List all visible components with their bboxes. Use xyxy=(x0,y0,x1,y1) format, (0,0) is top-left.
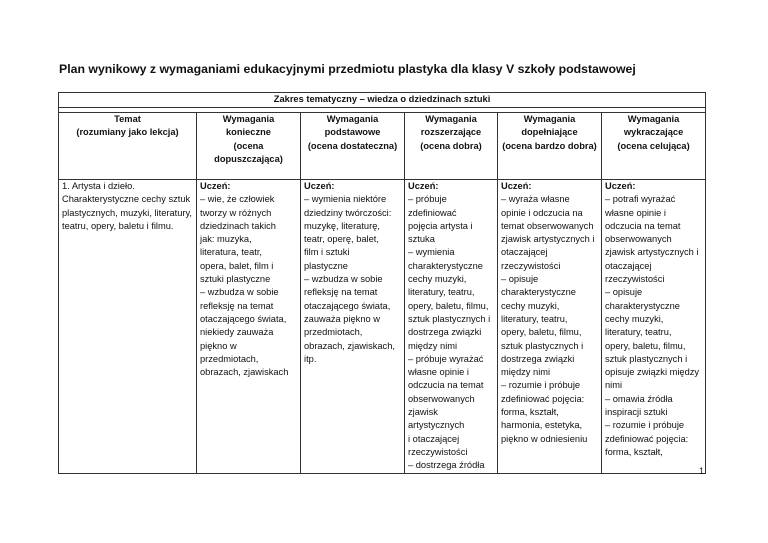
text-line: między nimi xyxy=(501,367,551,378)
text-line: zjawisk artystycznych i xyxy=(501,234,595,245)
text-line: charakterystyczne xyxy=(408,260,483,271)
text-line: pojęcia artysta i xyxy=(408,220,473,231)
text-line: i otaczającej xyxy=(408,433,460,444)
text-line: forma, kształt, xyxy=(501,407,559,418)
text-line: własne opinie i xyxy=(408,367,469,378)
header-line: (ocena bardzo dobra) xyxy=(502,140,597,151)
header-line: (ocena dostateczna) xyxy=(307,140,398,151)
header-cell-dopelniajace xyxy=(498,113,602,180)
header-line: Wymagania xyxy=(222,114,275,124)
text-line: – próbuje zdefiniować xyxy=(408,194,457,218)
text-line: otaczającej xyxy=(501,247,548,258)
text-line: literatura, teatr, xyxy=(200,247,263,258)
text-line: teatru, opery, baletu i filmu. xyxy=(62,220,174,231)
text-line: opery, baletu, filmu, xyxy=(501,327,582,338)
uczen-label: Uczeń: xyxy=(304,181,335,191)
text-line: piękno w xyxy=(200,340,237,351)
text-line: opinie i odczucia na xyxy=(501,207,583,218)
uczen-label: Uczeń: xyxy=(501,181,532,191)
header-line: (ocena dobra) xyxy=(420,140,482,151)
text-line: – dostrzega źródła xyxy=(408,460,485,471)
text-line: przedmiotach, xyxy=(304,327,363,338)
text-line: sztuk plastycznych i xyxy=(408,313,491,324)
header-cell-rozszerzajace xyxy=(405,113,498,180)
text-line: cechy muzyki, xyxy=(605,313,664,324)
text-line: – potrafi wyrażać xyxy=(605,194,676,205)
header-line: rozszerzające xyxy=(420,127,482,138)
text-line: literatury, teatru, xyxy=(408,287,475,298)
text-line: – wymienia xyxy=(408,247,455,258)
text-line: cechy muzyki, xyxy=(408,274,467,285)
text-line: własne opinie i xyxy=(605,207,666,218)
text-line: dostrzega związki xyxy=(408,327,482,338)
text-line: – wzbudza w sobie xyxy=(304,274,383,285)
uczen-label: Uczeń: xyxy=(605,181,636,191)
text-line: obrazach, zjawiskach, xyxy=(304,340,395,351)
text-line: – wie, że człowiek xyxy=(200,194,275,205)
text-line: przedmiotach, xyxy=(200,353,259,364)
text-line: opery, baletu, filmu, xyxy=(605,340,686,351)
header-line: Temat xyxy=(114,114,141,124)
text-line: teatr, operę, balet, xyxy=(304,234,379,245)
text-line: sztuka xyxy=(408,234,435,245)
text-line: sztuki plastyczne xyxy=(200,274,271,285)
cell-rozszerzajace xyxy=(405,180,498,474)
text-line: piękno w odniesieniu xyxy=(501,433,588,444)
requirements-table xyxy=(58,92,706,474)
text-line: zjawisk artystycznych i xyxy=(605,247,699,258)
header-line: Wymagania xyxy=(627,114,680,124)
text-line: rzeczywistości xyxy=(408,446,468,457)
text-line: literatury, teatru, xyxy=(501,313,568,324)
header-line: (ocena celująca) xyxy=(617,140,690,151)
text-line: sztuk plastycznych i xyxy=(605,353,688,364)
header-line: dopuszczająca) xyxy=(214,153,283,164)
text-line: plastycznych, muzyki, literatury, xyxy=(62,207,193,218)
uczen-label: Uczeń: xyxy=(200,181,231,191)
header-line: Wymagania xyxy=(523,114,576,124)
text-line: nimi xyxy=(605,380,623,391)
header-row xyxy=(59,113,706,180)
text-line: opery, baletu, filmu, xyxy=(408,300,489,311)
text-line: harmonia, estetyka, xyxy=(501,420,583,431)
text-line: – rozumie i próbuje xyxy=(501,380,581,391)
text-line: – próbuje wyrażać xyxy=(408,353,484,364)
text-line: temat obserwowanych xyxy=(501,220,594,231)
text-line: charakterystyczne xyxy=(605,300,680,311)
uczen-label: Uczeń: xyxy=(408,181,439,191)
cell-wykraczajace xyxy=(602,180,706,474)
text-line: itp. xyxy=(304,353,317,364)
text-line: otaczającego świata, xyxy=(304,300,391,311)
content-row xyxy=(59,180,706,474)
text-line: plastyczne xyxy=(304,260,348,271)
text-line: cechy muzyki, xyxy=(501,300,560,311)
text-line: dostrzega związki xyxy=(501,353,575,364)
text-line: film i sztuki xyxy=(304,247,350,258)
text-line: – wzbudza w sobie xyxy=(200,287,279,298)
text-line: – opisuje xyxy=(605,287,643,298)
text-line: 1. Artysta i dzieło. xyxy=(62,181,135,191)
header-cell-podstawowe xyxy=(301,113,405,180)
text-line: zdefiniować pojęcia: xyxy=(605,433,689,444)
text-line: muzykę, literaturę, xyxy=(304,220,380,231)
text-line: opisuje związki między xyxy=(605,367,700,378)
text-line: odczucia na temat xyxy=(605,220,681,231)
text-line: jak: muzyka, xyxy=(200,234,252,245)
text-line: – wymienia niektóre xyxy=(304,194,387,205)
text-line: refleksję na temat xyxy=(304,287,378,298)
document-title: Plan wynikowy z wymaganiami edukacyjnymi przedmiotu plastyka dla klasy V szkoły podstawowej xyxy=(59,62,636,76)
text-line: charakterystyczne xyxy=(501,287,576,298)
text-line: literatury, teatru, xyxy=(605,327,672,338)
text-line: inspiracji sztuki xyxy=(605,407,668,418)
header-line: Wymagania xyxy=(425,114,477,124)
text-line: – omawia źródła xyxy=(605,393,673,404)
text-line: Charakterystyczne cechy sztuk xyxy=(62,194,191,205)
header-cell-wykraczajace xyxy=(602,113,706,180)
cell-podstawowe xyxy=(301,180,405,474)
header-line: (rozumiany jako lekcja) xyxy=(76,127,179,138)
text-line: – rozumie i próbuje xyxy=(605,420,685,431)
text-line: dziedzinach takich xyxy=(200,220,276,231)
section-header: Zakres tematyczny – wiedza o dziedzinach sztuki xyxy=(59,93,706,108)
text-line: obserwowanych xyxy=(605,234,672,245)
text-line: zdefiniować pojęcia: xyxy=(501,393,585,404)
header-cell-temat xyxy=(59,113,197,180)
text-line: między nimi xyxy=(408,340,458,351)
text-line: obrazach, zjawiskach xyxy=(200,367,289,378)
page-number: 1 xyxy=(699,466,705,476)
header-line: dopełniające xyxy=(521,127,578,138)
text-line: rzeczywistości xyxy=(501,260,561,271)
text-line: refleksję na temat xyxy=(200,300,274,311)
text-line: zjawisk artystycznych xyxy=(408,407,465,431)
text-line: niekiedy zauważa xyxy=(200,327,274,338)
header-line: podstawowe xyxy=(324,127,381,138)
header-line: wykraczające xyxy=(623,127,684,138)
text-line: otaczającego świata, xyxy=(200,313,287,324)
text-line: – opisuje xyxy=(501,274,539,285)
text-line: dziedziny twórczości: xyxy=(304,207,392,218)
text-line: otaczającej xyxy=(605,260,652,271)
text-line: odczucia na temat xyxy=(408,380,484,391)
header-line: konieczne xyxy=(226,127,271,138)
text-line: rzeczywistości xyxy=(605,274,665,285)
header-line: (ocena xyxy=(233,140,264,151)
cell-konieczne xyxy=(197,180,301,474)
text-line: obserwowanych xyxy=(408,393,475,404)
header-cell-konieczne xyxy=(197,113,301,180)
text-line: tworzy w różnych xyxy=(200,207,272,218)
text-line: zauważa piękno w xyxy=(304,313,380,324)
text-line: opera, balet, film i xyxy=(200,260,274,271)
text-line: sztuk plastycznych i xyxy=(501,340,584,351)
header-line: Wymagania xyxy=(326,114,379,124)
text-line: – wyraża własne xyxy=(501,194,570,205)
cell-dopelniajace xyxy=(498,180,602,474)
text-line: forma, kształt, xyxy=(605,446,663,457)
cell-temat xyxy=(59,180,197,474)
